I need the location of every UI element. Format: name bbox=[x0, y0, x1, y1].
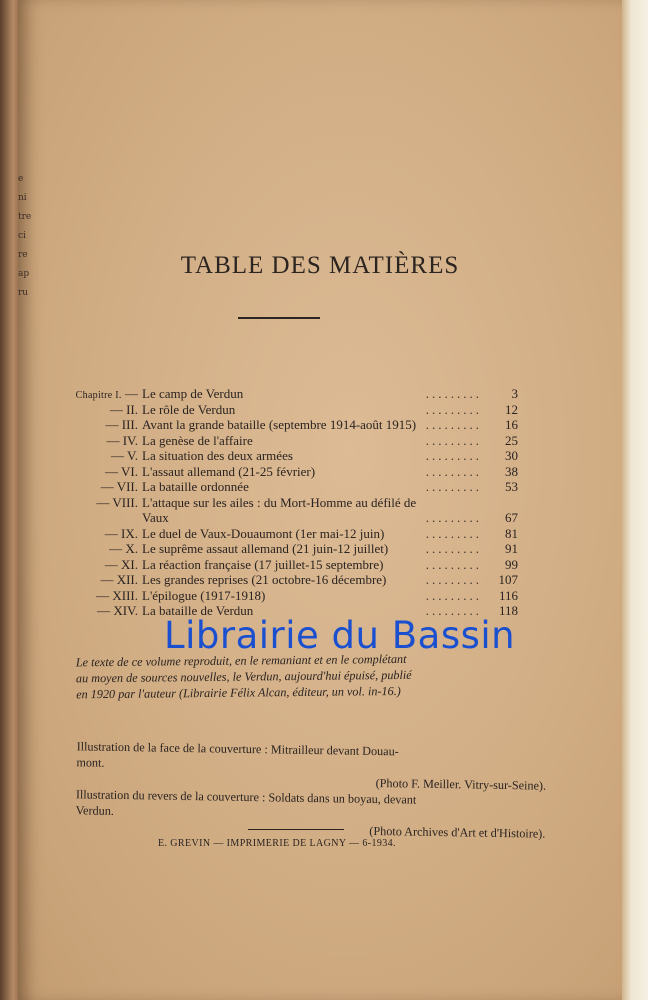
toc-chapter-title: Vaux bbox=[142, 510, 169, 525]
credit-line: Illustration du revers de la couverture : Soldats dans un boyau, devant bbox=[75, 787, 417, 807]
title-rule bbox=[238, 317, 320, 319]
toc-row bbox=[56, 464, 516, 480]
margin-fragment: ci bbox=[18, 231, 26, 241]
toc-page-number: 118 bbox=[498, 603, 518, 618]
toc-chapter-number: — VIII. bbox=[96, 494, 138, 510]
toc-leader-dots: ......... bbox=[425, 603, 482, 618]
toc-page-number: 12 bbox=[505, 401, 518, 417]
toc-page-number: 30 bbox=[505, 448, 518, 463]
toc-chapter-title: Le camp de Verdun bbox=[142, 386, 244, 401]
toc-leader-dots: ......... bbox=[425, 525, 482, 541]
toc-chapter-number: — XI. bbox=[104, 556, 138, 572]
toc-chapter-number: — II. bbox=[109, 401, 138, 417]
toc-chapter-title: La situation des deux armées bbox=[142, 448, 293, 463]
toc-page-number: 81 bbox=[505, 525, 518, 541]
toc-row bbox=[56, 526, 516, 542]
toc-leader-dots: ......... bbox=[425, 386, 482, 401]
toc-leader-dots: ......... bbox=[425, 448, 482, 463]
printer-rule bbox=[248, 829, 344, 830]
toc-chapter-number: — V. bbox=[111, 448, 138, 463]
toc-row bbox=[56, 402, 516, 418]
credit-line: (Photo F. Meiller. Vitry-sur-Seine). bbox=[375, 776, 547, 793]
toc-leader-dots: ......... bbox=[425, 572, 482, 587]
toc-leader-dots: ......... bbox=[425, 479, 482, 494]
toc-chapter-title: Le duel de Vaux-Douaumont (1er mai-12 juin) bbox=[142, 525, 385, 541]
toc-leader-dots: ......... bbox=[425, 556, 482, 572]
toc-row bbox=[56, 572, 516, 588]
page-title: TABLE DES MATIÈRES bbox=[180, 252, 460, 279]
page-stack-edge bbox=[620, 0, 648, 1000]
toc-row bbox=[56, 386, 516, 402]
toc-chapter-title: La genèse de l'affaire bbox=[142, 432, 253, 448]
credit-line: Illustration de la face de la couverture : Mitrailleur devant Douau- bbox=[76, 739, 399, 759]
toc-chapter-title: La réaction française (17 juillet-15 septembre) bbox=[142, 556, 384, 572]
toc-leader-dots: ......... bbox=[425, 587, 482, 603]
edition-note-line: Le texte de ce volume reproduit, en le remaniant et en le complétant bbox=[75, 651, 407, 670]
toc-row bbox=[56, 557, 516, 573]
margin-fragment: ru bbox=[18, 288, 29, 298]
toc-chapter-number: — X. bbox=[109, 541, 138, 556]
toc-page-number: 91 bbox=[505, 541, 518, 556]
toc-row bbox=[56, 417, 516, 433]
toc-chapter-number: — IX. bbox=[104, 525, 138, 541]
toc-chapter-title: L'assaut allemand (21-25 février) bbox=[142, 463, 316, 479]
margin-fragment: e bbox=[18, 174, 24, 184]
toc-leader-dots: ......... bbox=[425, 432, 482, 448]
toc-chapter-number: — VII. bbox=[100, 479, 138, 494]
toc-chapter-title: L'attaque sur les ailes : du Mort-Homme au défilé de bbox=[142, 494, 417, 510]
toc-page-number: 16 bbox=[505, 417, 518, 432]
toc-chapter-title: La bataille de Verdun bbox=[142, 603, 254, 618]
watermark-text: Librairie du Bassin bbox=[164, 614, 516, 657]
toc-leader-dots: ......... bbox=[425, 510, 482, 525]
margin-fragment: tre bbox=[18, 212, 32, 222]
margin-fragment: ap bbox=[18, 269, 30, 279]
toc-chapter-number: — XII. bbox=[100, 572, 138, 587]
toc-chapter-title: Les grandes reprises (21 octobre-16 décembre) bbox=[142, 572, 387, 587]
credit-line: (Photo Archives d'Art et d'Histoire). bbox=[369, 823, 546, 841]
edition-note bbox=[76, 650, 522, 703]
toc-chapter-number: — XIII. bbox=[96, 587, 138, 603]
credit-line: Verdun. bbox=[75, 803, 115, 818]
cover-illustration-credits bbox=[75, 738, 546, 841]
margin-fragment: re bbox=[18, 250, 28, 260]
toc-chapter-number: — VI. bbox=[105, 463, 138, 479]
toc-row bbox=[56, 510, 516, 526]
book-page bbox=[18, 0, 622, 1000]
left-margin-fragments bbox=[18, 170, 34, 303]
toc-chapter-title: La bataille ordonnée bbox=[142, 479, 249, 494]
toc-leader-dots: ......... bbox=[425, 541, 482, 556]
toc-row bbox=[56, 433, 516, 449]
toc-chapter-title: Avant la grande bataille (septembre 1914-août 1915) bbox=[142, 417, 417, 432]
toc-row bbox=[56, 495, 516, 511]
table-of-contents bbox=[56, 386, 516, 619]
edition-note-line: au moyen de sources nouvelles, le Verdun, aujourd'hui épuisé, publié bbox=[75, 667, 412, 686]
toc-page-number: 25 bbox=[505, 432, 518, 448]
credit-line: mont. bbox=[76, 755, 105, 770]
toc-leader-dots: ......... bbox=[425, 463, 482, 479]
toc-chapter-number: — IV. bbox=[106, 432, 138, 448]
toc-page-number: 53 bbox=[505, 479, 518, 494]
toc-page-number: 116 bbox=[498, 587, 518, 603]
edition-note-line: en 1920 par l'auteur (Librairie Félix Alcan, éditeur, un vol. in-16.) bbox=[76, 683, 401, 702]
toc-chapter-title: L'épilogue (1917-1918) bbox=[142, 587, 266, 603]
toc-page-number: 67 bbox=[505, 510, 518, 525]
toc-chapter-number: — III. bbox=[105, 417, 138, 432]
toc-leader-dots: ......... bbox=[425, 401, 482, 417]
toc-page-number: 38 bbox=[505, 463, 518, 479]
margin-fragment: ni bbox=[18, 193, 27, 203]
toc-row bbox=[56, 479, 516, 495]
toc-row bbox=[56, 448, 516, 464]
toc-row bbox=[56, 541, 516, 557]
toc-chapter-title: Le suprême assaut allemand (21 juin-12 juillet) bbox=[142, 541, 389, 556]
toc-chapter-number: Chapitre I. — bbox=[75, 386, 138, 401]
toc-leader-dots: ......... bbox=[425, 417, 482, 432]
toc-page-number: 99 bbox=[505, 556, 518, 572]
toc-chapter-number: — XIV. bbox=[97, 603, 138, 618]
toc-row bbox=[56, 588, 516, 604]
printer-imprint: E. GREVIN — IMPRIMERIE DE LAGNY — 6-1934. bbox=[158, 838, 396, 849]
toc-page-number: 3 bbox=[511, 386, 518, 401]
toc-chapter-title: Le rôle de Verdun bbox=[142, 401, 236, 417]
toc-page-number: 107 bbox=[498, 572, 518, 587]
